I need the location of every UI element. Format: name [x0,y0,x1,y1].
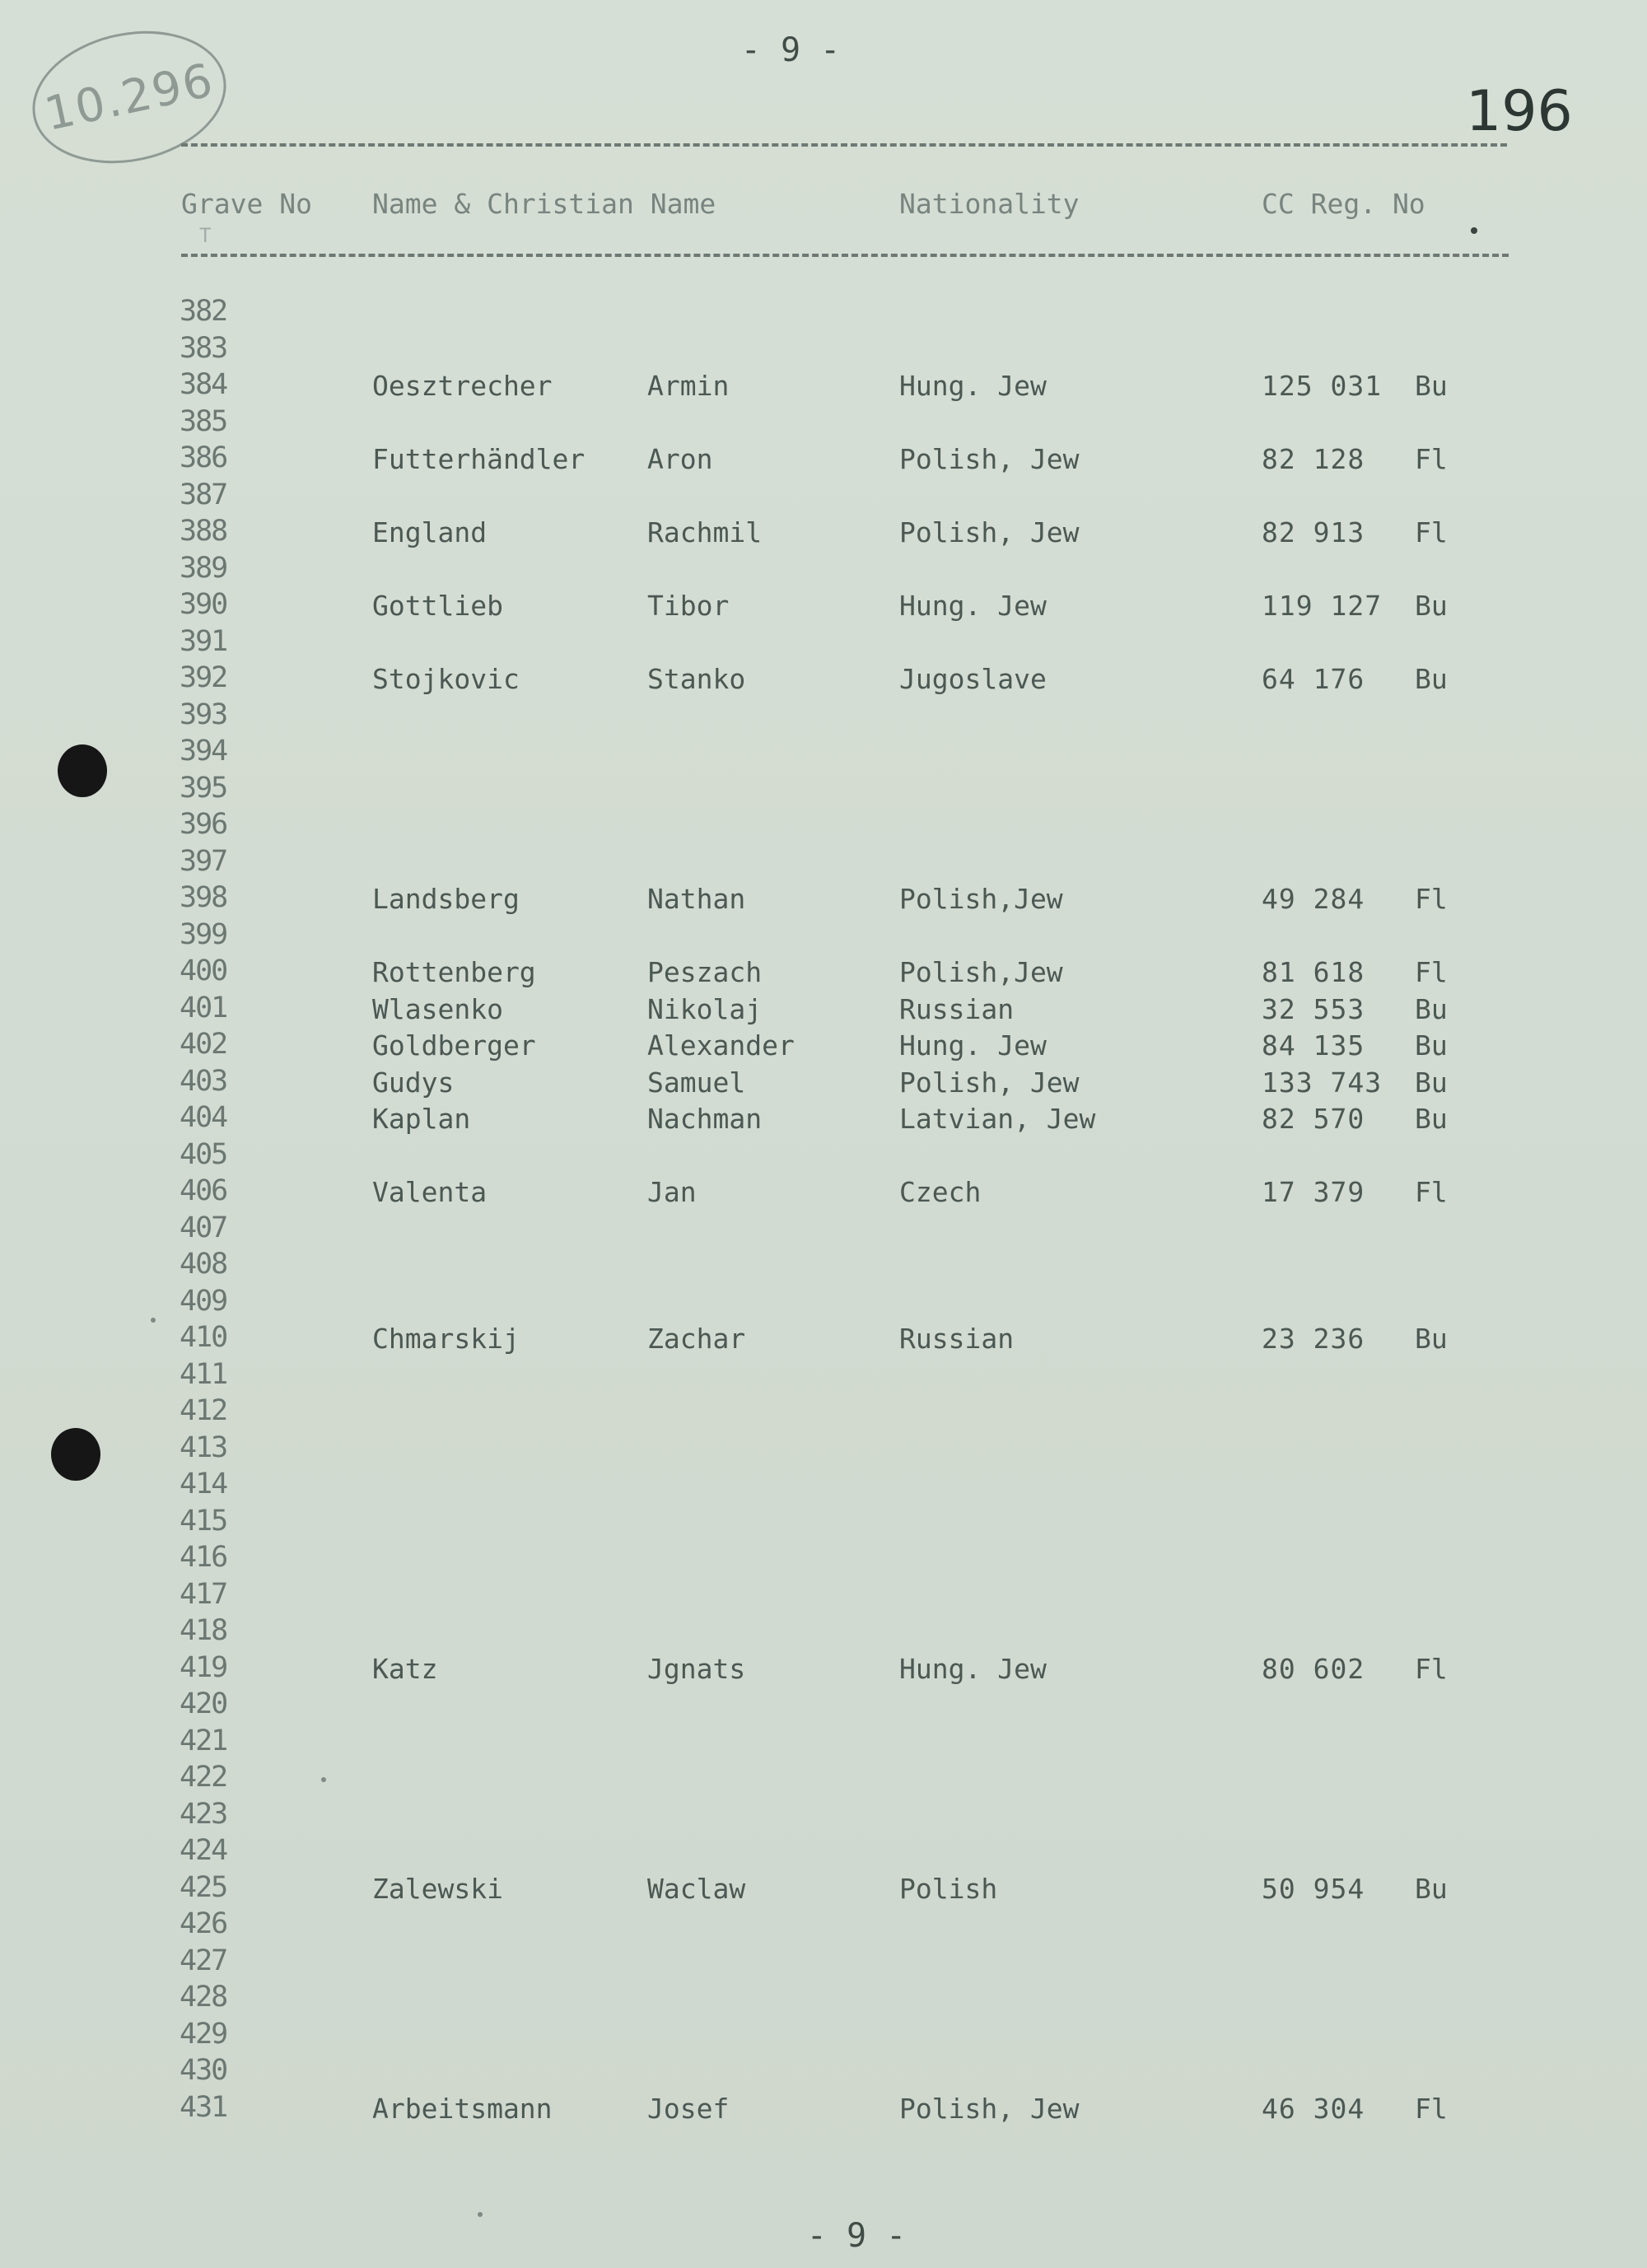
grave-number: 426 [180,1907,227,1940]
grave-number: 394 [180,735,227,768]
first-name-cell: Zachar [647,1323,746,1355]
camp-code-cell: Fl [1415,1176,1448,1208]
surname-cell: Landsberg [372,883,520,915]
camp-code-cell: Fl [1415,443,1448,475]
grave-number: 414 [180,1468,227,1500]
grave-number: 431 [180,2090,227,2124]
grave-number: 428 [180,1981,227,2014]
grave-number: 402 [180,1028,227,1061]
grave-number: 383 [180,331,227,365]
first-name-cell: Peszach [647,956,763,988]
grave-number: 398 [180,881,227,914]
surname-cell: Kaplan [372,1103,471,1135]
reg-number-cell: 50 954 [1262,1872,1365,1905]
surname-cell: Goldberger [372,1029,536,1062]
camp-code-cell: Fl [1415,2092,1448,2125]
reg-number-cell: 80 602 [1262,1652,1365,1685]
reg-number-cell: 49 284 [1262,883,1365,915]
reg-number-cell: 32 553 [1262,992,1365,1025]
grave-number: 417 [180,1577,227,1611]
top-page-number: - 9 - [740,31,841,69]
column-header-grave-no: Grave No [181,188,312,220]
grave-number: 406 [180,1174,227,1207]
nationality-cell: Polish,Jew [899,956,1063,988]
grave-number: 424 [180,1834,227,1867]
surname-cell: Zalewski [372,1872,503,1905]
nationality-cell: Russian [899,1323,1015,1355]
grave-number: 401 [180,991,227,1024]
reg-number-cell: 64 176 [1262,663,1365,695]
grave-number: 412 [180,1394,227,1427]
reg-number-cell: 125 031 [1262,370,1383,402]
nationality-cell: Czech [899,1176,982,1208]
surname-cell: Katz [372,1652,438,1685]
camp-code-cell: Bu [1415,590,1448,622]
reg-number-cell: 23 236 [1262,1323,1365,1355]
grave-number: 404 [180,1101,227,1134]
grave-number: 410 [180,1321,227,1354]
grave-number: 399 [180,917,227,951]
grave-number: 419 [180,1650,227,1684]
surname-cell: Gudys [372,1066,455,1099]
stamp-text: 10.296 [40,53,219,142]
grave-number: 407 [180,1211,227,1244]
reg-number-cell: 84 135 [1262,1029,1365,1062]
nationality-cell: Polish, Jew [899,2092,1080,2125]
top-divider [181,143,1507,147]
first-name-cell: Stanko [647,663,746,695]
camp-code-cell: Bu [1415,1029,1448,1062]
first-name-cell: Jgnats [647,1652,746,1685]
column-header-name: Name & Christian Name [372,188,716,220]
nationality-cell: Latvian, Jew [899,1103,1096,1135]
grave-number: 425 [180,1870,227,1904]
reg-number-cell: 17 379 [1262,1176,1365,1208]
grave-number: 408 [180,1248,227,1281]
nationality-cell: Polish, Jew [899,516,1080,548]
nationality-cell: Polish [899,1872,998,1905]
first-name-cell: Waclaw [647,1872,746,1905]
grave-number: 391 [180,624,227,658]
camp-code-cell: Fl [1415,1652,1448,1685]
grave-number: 389 [180,551,227,585]
grave-number: 387 [180,478,227,511]
nationality-cell: Polish, Jew [899,443,1080,475]
surname-cell: Chmarskij [372,1323,520,1355]
surname-cell: Valenta [372,1176,488,1208]
camp-code-cell: Bu [1415,1323,1448,1355]
grave-number: 388 [180,515,227,548]
camp-code-cell: Bu [1415,663,1448,695]
reg-number-cell: 133 743 [1262,1066,1383,1099]
reg-number-cell: 46 304 [1262,2092,1365,2125]
camp-code-cell: Bu [1415,992,1448,1025]
grave-number: 430 [180,2054,227,2087]
camp-code-cell: Bu [1415,1872,1448,1905]
nationality-cell: Hung. Jew [899,1652,1047,1685]
nationality-cell: Polish, Jew [899,1066,1080,1099]
grave-number: 393 [180,698,227,731]
reg-number-cell: 82 128 [1262,443,1365,475]
grave-number: 397 [180,844,227,878]
nationality-cell: Russian [899,992,1015,1025]
punch-hole [51,1428,100,1481]
camp-code-cell: Fl [1415,883,1448,915]
grave-number: 423 [180,1797,227,1831]
surname-cell: Gottlieb [372,590,503,622]
header-divider [181,254,1509,257]
grave-number: 400 [180,954,227,987]
grave-number: 385 [180,404,227,438]
grave-number: 429 [180,2017,227,2051]
column-subnote: T [199,224,212,247]
grave-number: 382 [180,295,227,328]
surname-cell: Oesztrecher [372,370,553,402]
first-name-cell: Rachmil [647,516,763,548]
grave-number: 390 [180,588,227,621]
grave-number: 409 [180,1284,227,1318]
surname-cell: Futterhändler [372,443,586,475]
reg-number-cell: 82 913 [1262,516,1365,548]
nationality-cell: Jugoslave [899,663,1047,695]
first-name-cell: Josef [647,2092,730,2125]
grave-number: 427 [180,1944,227,1977]
ink-speck [478,2212,483,2217]
nationality-cell: Hung. Jew [899,370,1047,402]
camp-code-cell: Fl [1415,956,1448,988]
grave-number: 413 [180,1430,227,1464]
nationality-cell: Hung. Jew [899,590,1047,622]
camp-code-cell: Bu [1415,1103,1448,1135]
first-name-cell: Nathan [647,883,746,915]
grave-number: 392 [180,661,227,694]
first-name-cell: Tibor [647,590,730,622]
surname-cell: Rottenberg [372,956,536,988]
first-name-cell: Alexander [647,1029,795,1062]
grave-number: 395 [180,771,227,805]
reg-number-cell: 82 570 [1262,1103,1365,1135]
bottom-page-number: - 9 - [806,2217,907,2255]
grave-number: 384 [180,368,227,401]
column-header-nationality: Nationality [899,188,1080,220]
first-name-cell: Nikolaj [647,992,763,1025]
nationality-cell: Polish,Jew [899,883,1063,915]
nationality-cell: Hung. Jew [899,1029,1047,1062]
reg-number-cell: 119 127 [1262,590,1383,622]
grave-number: 421 [180,1724,227,1757]
column-header-cc-reg-no: CC Reg. No [1262,188,1425,220]
first-name-cell: Samuel [647,1066,746,1099]
grave-number: 422 [180,1761,227,1794]
ink-speck [151,1318,156,1323]
ink-speck [321,1777,326,1782]
surname-cell: Arbeitsmann [372,2092,553,2125]
first-name-cell: Aron [647,443,713,475]
corner-page-number: 196 [1466,79,1573,144]
grave-number: 396 [180,808,227,841]
punch-hole [58,744,107,797]
camp-code-cell: Bu [1415,1066,1448,1099]
surname-cell: Wlasenko [372,992,503,1025]
grave-number: 405 [180,1137,227,1171]
camp-code-cell: Bu [1415,370,1448,402]
first-name-cell: Nachman [647,1103,763,1135]
reg-number-cell: 81 618 [1262,956,1365,988]
first-name-cell: Armin [647,370,730,402]
grave-number: 420 [180,1687,227,1720]
surname-cell: England [372,516,488,548]
grave-number: 415 [180,1504,227,1538]
header-dot [1471,227,1477,234]
surname-cell: Stojkovic [372,663,520,695]
grave-number: 418 [180,1614,227,1647]
first-name-cell: Jan [647,1176,697,1208]
grave-number: 403 [180,1064,227,1098]
camp-code-cell: Fl [1415,516,1448,548]
grave-number: 386 [180,441,227,474]
grave-number: 416 [180,1541,227,1574]
grave-number: 411 [180,1357,227,1391]
